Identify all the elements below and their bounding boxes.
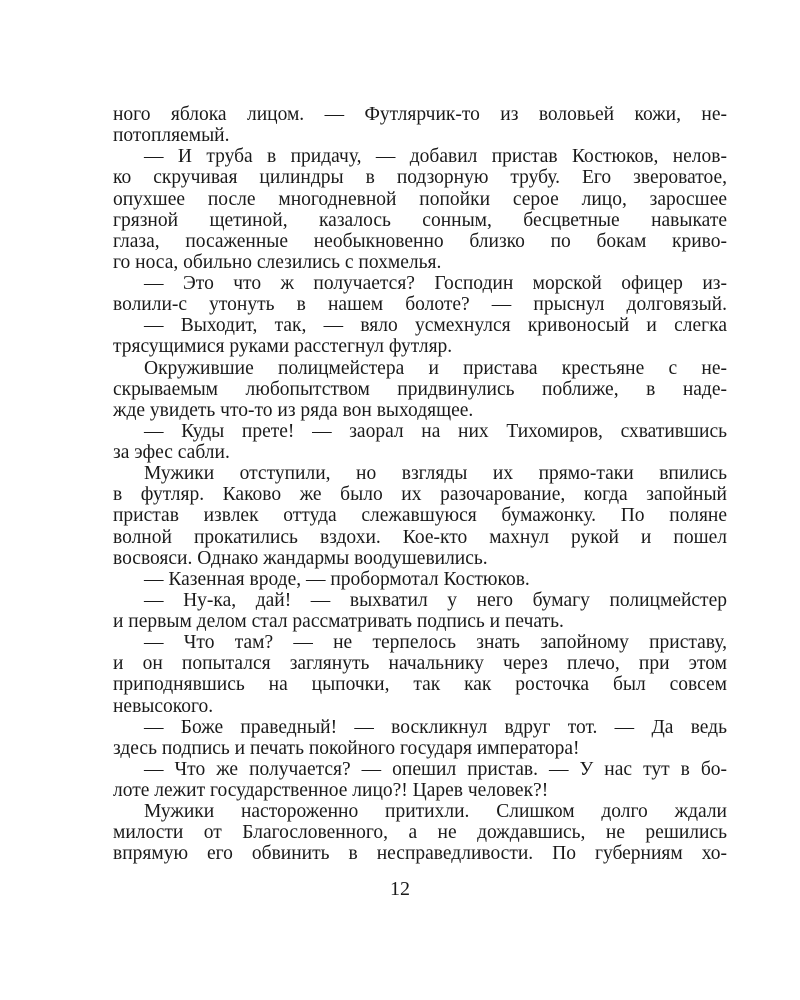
text-line: — Куды прете! — заорал на них Тихомиров, схватившись [144, 420, 727, 442]
text-line: — И труба в придачу, — добавил пристав Костюков, нелов- [144, 146, 727, 168]
text-line: ко скручивая цилиндры в подзорную трубу. Его звероватое, [113, 167, 727, 189]
text-line: глаза, посаженные необыкновенно близко по бокам криво- [113, 230, 727, 252]
text-line: — Выходит, так, — вяло усмехнулся кривоносый и слегка [144, 315, 727, 337]
text-line: пристав извлек оттуда слежавшуюся бумажонку. По поляне [113, 505, 727, 527]
text-line: Окружившие полицмейстера и пристава крестьяне с не- [144, 357, 727, 379]
text-line: — Боже праведный! — воскликнул вдруг тот. — Да ведь [144, 716, 727, 738]
text-line: го носа, обильно слезились с похмелья. [113, 251, 442, 273]
page-number: 12 [390, 878, 410, 900]
text-line: приподнявшись на цыпочки, так как росточка был совсем [113, 674, 727, 696]
text-line: волной прокатились вздохи. Кое-кто махнул рукой и пошел [113, 526, 727, 548]
text-line: грязной щетиной, казалось сонным, бесцветные навыкате [113, 209, 727, 231]
text-line: восвояси. Однако жандармы воодушевились. [113, 547, 488, 569]
text-line: — Это что ж получается? Господин морской офицер из- [144, 273, 727, 294]
text-line: впрямую его обвинить в несправедливости. По губерниям хо- [113, 843, 727, 865]
text-line: лоте лежит государственное лицо?! Царев человек?! [113, 780, 549, 801]
text-line: скрываемым любопытством придвинулись поближе, в наде- [113, 378, 727, 400]
text-line: Мужики отступили, но взгляды их прямо-таки впились [144, 463, 727, 485]
text-line: невысокого. [113, 695, 214, 717]
text-line: потопляемый. [113, 125, 230, 147]
text-line: за эфес сабли. [113, 442, 230, 463]
text-line: Мужики настороженно притихли. Слишком долго ждали [144, 801, 727, 823]
text-line: и первым делом стал рассматривать подпись и печать. [113, 611, 564, 632]
text-line: волили-с утонуть в нашем болоте? — прыснул долговязый. [113, 294, 727, 316]
text-line: и он попытался заглянуть начальнику через плечо, при этом [113, 653, 727, 675]
text-line: ного яблока лицом. — Футлярчик-то из воловьей кожи, не- [113, 104, 727, 125]
text-line: трясущимися руками расстегнул футляр. [113, 336, 453, 358]
text-line: — Что же получается? — опешил пристав. — У нас тут в бо- [144, 758, 727, 780]
text-line: — Что там? — не терпелось знать запойному приставу, [144, 632, 727, 654]
text-line: милости от Благословенного, а не дождавшись, не решились [113, 822, 727, 844]
text-line: в футляр. Каково же было их разочарование, когда запойный [113, 484, 727, 506]
text-line: жде увидеть что-то из ряда вон выходящее. [113, 399, 474, 421]
body-text [113, 104, 727, 865]
text-line: — Казенная вроде, — пробормотал Костюков. [144, 568, 530, 590]
text-line: — Ну-ка, дай! — выхватил у него бумагу полицмейстер [144, 589, 727, 611]
text-line: здесь подпись и печать покойного государя императора! [113, 737, 580, 759]
text-line: опухшее после многодневной попойки серое лицо, заросшее [113, 188, 727, 210]
